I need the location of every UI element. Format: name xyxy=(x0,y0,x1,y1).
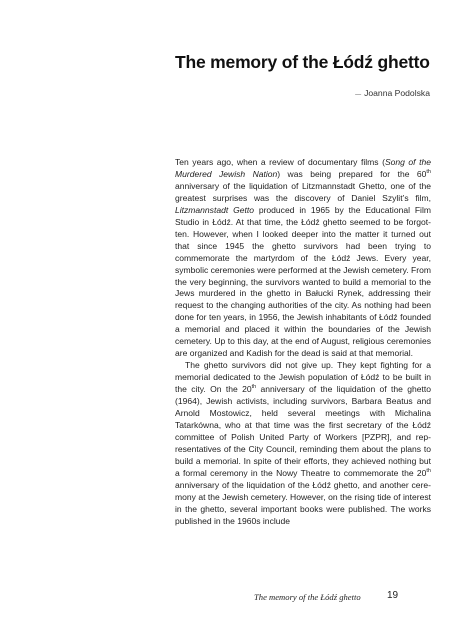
film-title: Song of the Murdered Jewish Nation xyxy=(175,157,431,179)
paragraph-text: anniversary of the liquidation of the Łódź ghetto, and another ceremony at the Jewish cemetery. However, on the rising tide of interest in the ghetto, several important books were published. The works published in the 1960s include xyxy=(175,479,431,526)
byline-dash: — xyxy=(355,92,362,98)
paragraph-text: Ten years ago, when a review of documentary films ( xyxy=(175,157,385,167)
page-title: The memory of the Łódź ghetto xyxy=(175,52,430,72)
paragraph xyxy=(175,157,431,360)
page-number: 19 xyxy=(387,590,399,601)
article-body xyxy=(175,157,431,528)
paragraph-text: The ghetto survivors did not give up. They kept fighting for a memorial dedicated to the Jewish population of Łódź to be built in the city. On the 20 xyxy=(175,360,431,395)
ordinal-suffix: th xyxy=(426,168,431,175)
film-title: Litzmannstadt Getto xyxy=(175,204,254,215)
ordinal-suffix: th xyxy=(426,467,431,474)
paragraph xyxy=(175,360,431,527)
paragraph-text: anniversary of the liquidation of the ghetto (1964), Jewish activists, including survivors, Barbara Beatus and Arnold Mostowicz, held several meetings with Michalina Tatarkówna, who at that time was the first secretary of the Łódź committee of Polish United Party of Workers [PZPR], and representatives of the City Council, reminding them about the plans to build a memorial. In spite of their efforts, they achieved nothing but a formal ceremony in the Nowy Theatre to commemorate the 20 xyxy=(175,384,432,478)
ordinal-suffix: th xyxy=(251,384,257,391)
paragraph-text: produced in 1965 by the Educational Film Studio in Łódź. At that time, the Łódź ghetto seemed to be forgotten. However, when I looked deeper into the matter it turned out that since 1945 the ghetto survivors had been trying to commemorate the martyrdom of the Łódź Jews. Every year, symbolic ceremonies were performed at the Jewish cemetery. From the very beginning, the survivors wanted to build a memorial to the Jews murdered in the ghetto in Bałucki Rynek, addressing their request to the changing authorities of the city. As nothing had been done for ten years, in 1956, the Jewish inhabitants of Łódź founded a memorial and placed it within the boundaries of the Jewish cemetery. Up to this day, at the end of August, religious ceremonies are organized and Kadish for the dead is said at that memorial. xyxy=(175,204,431,359)
author-name: Joanna Podolska xyxy=(364,88,430,98)
author-byline xyxy=(300,88,430,98)
paragraph-text: anniversary of the liquidation of Litzmannstadt Ghetto, one of the greatest surprises was the discovery of Daniel Szylit’s film, xyxy=(175,180,431,203)
running-footer-title: The memory of the Łódź ghetto xyxy=(254,592,361,602)
paragraph-text: ) was being prepared for the 60 xyxy=(277,168,427,179)
